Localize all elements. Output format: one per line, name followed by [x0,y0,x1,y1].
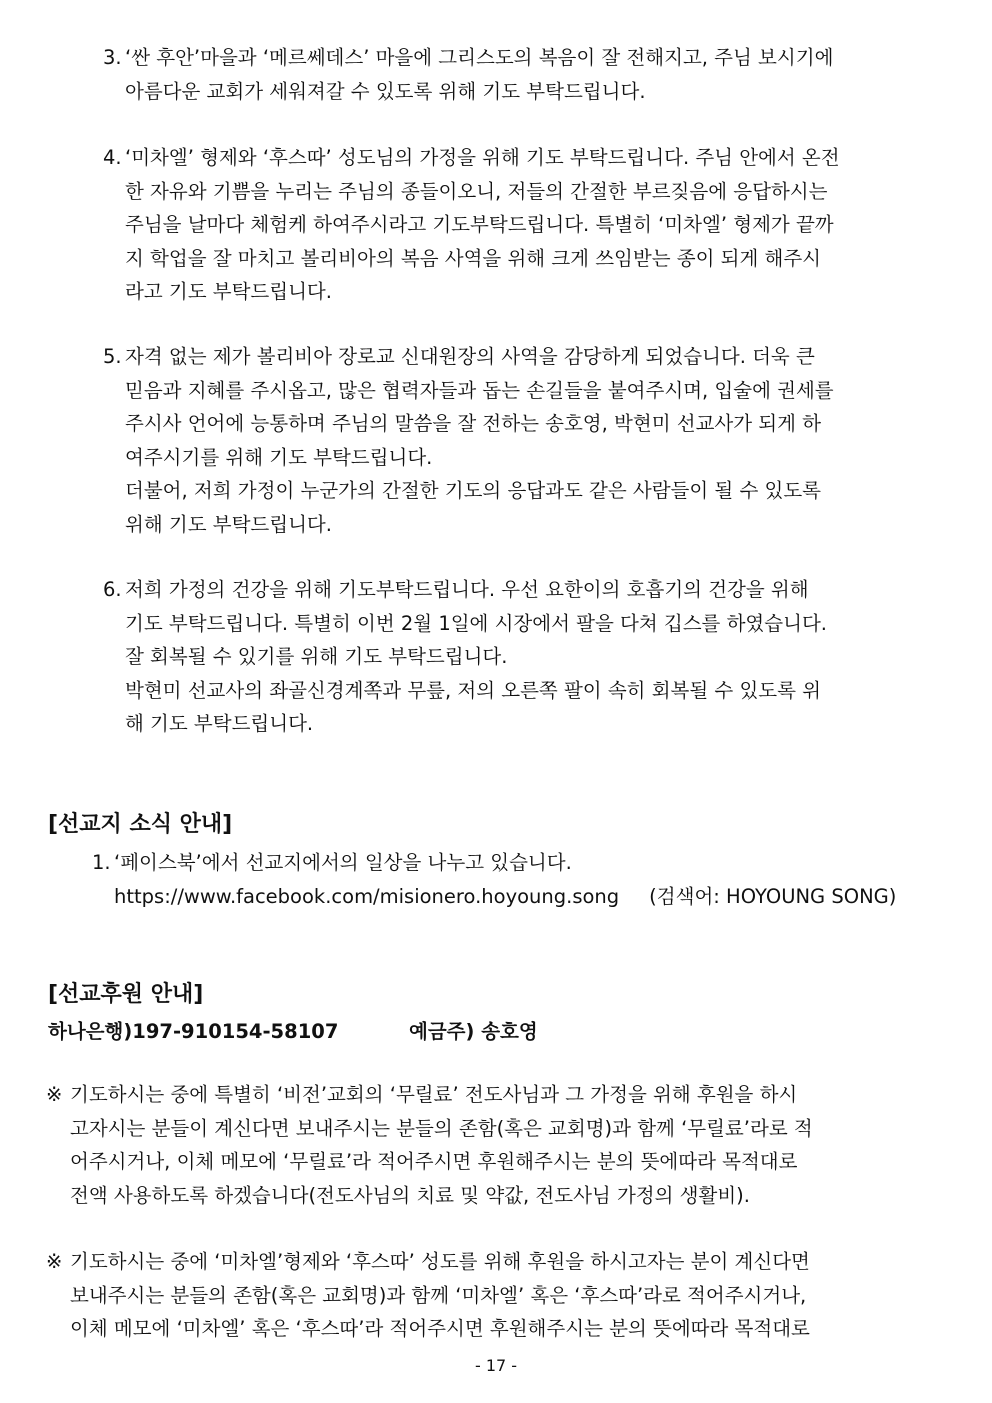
page-number: - 17 - [474,1356,518,1375]
item-line: 여주시기를 위해 기도 부탁드립니다. [125,445,433,469]
item-line: 해 기도 부탁드립니다. [125,712,314,735]
news-item-text: ‘페이스북’에서 선교지에서의 일상을 나누고 있습니다. [114,851,572,874]
prayer-item-5 [103,340,900,541]
reference-mark: ※ [46,1250,63,1273]
item-line: 잘 회복될 수 있기를 위해 기도 부탁드립니다. [125,645,508,668]
note-line: 보내주시는 분들의 존함(혹은 교회명)과 함께 ‘미차엘’ 혹은 ‘후스따’라로 적어주시거나, [70,1283,807,1307]
note-line: 기도하시는 중에 ‘미차엘’형제와 ‘후스따’ 성도를 위해 후원을 하시고자는 분이 계신다면 [70,1250,810,1273]
item-line: 지 학업을 잘 마치고 볼리비아의 복음 사역을 위해 크게 쓰임받는 종이 되게 해주시 [125,246,822,270]
item-line: 믿음과 지혜를 주시옵고, 많은 협력자들과 돕는 손길들을 붙여주시며, 입술에 권세를 [125,378,834,402]
facebook-link[interactable]: https://www.facebook.com/misionero.hoyoung.song [114,884,620,908]
item-line: 아름다운 교회가 세워져갈 수 있도록 위해 기도 부탁드립니다. [125,79,646,103]
bank-account: 하나은행)197-910154-58107 [48,1020,339,1043]
item-line: 한 자유와 기쁨을 누리는 주님의 종들이오니, 저들의 간절한 부르짖음에 응답하시는 [125,179,828,203]
news-item [92,846,912,913]
note-line: 전액 사용하도록 하겠습니다(전도사님의 치료 및 약값, 전도사님 가정의 생활비). [70,1183,750,1207]
note-line: 기도하시는 중에 특별히 ‘비전’교회의 ‘무릴료’ 전도사님과 그 가정을 위해 후원을 하시 [70,1083,798,1106]
item-line: 더불어, 저희 가정이 누군가의 간절한 기도의 응답과도 같은 사람들이 될 수 있도록 [125,479,822,502]
search-note: (검색어: HOYOUNG SONG) [649,884,897,908]
item-line: 라고 기도 부탁드립니다. [125,280,332,303]
item-line: 기도 부탁드립니다. 특별히 이번 2월 1일에 시장에서 팔을 다쳐 깁스를 하였습니다. [125,611,827,635]
note-line: 고자시는 분들이 계신다면 보내주시는 분들의 존함(혹은 교회명)과 함께 ‘무릴료’라로 적 [70,1116,813,1140]
support-note-1 [46,1078,916,1212]
item-line: 자격 없는 제가 볼리비아 장로교 신대원장의 사역을 감당하게 되었습니다. 더욱 큰 [125,345,815,368]
support-note-2 [46,1245,916,1346]
item-number: 3. [103,46,122,69]
item-number: 6. [103,578,122,601]
item-line: 주님을 날마다 체험케 하여주시라고 기도부탁드립니다. 특별히 ‘미차엘’ 형제가 끝까 [125,213,834,236]
prayer-item-3 [103,41,900,108]
item-number: 1. [92,851,111,874]
support-heading: [선교후원 안내] [48,982,204,1007]
prayer-item-6 [103,573,900,741]
prayer-item-4 [103,141,900,309]
note-line: 이체 메모에 ‘미차엘’ 혹은 ‘후스따’라 적어주시면 후원해주시는 분의 뜻에따라 목적대로 [70,1317,810,1340]
item-line: 박현미 선교사의 좌골신경계쪽과 무릎, 저의 오른쪽 팔이 속히 회복될 수 있도록 위 [125,678,822,702]
item-line: 주시사 언어에 능통하며 주님의 말씀을 잘 전하는 송호영, 박현미 선교사가 되게 하 [125,412,822,435]
reference-mark: ※ [46,1083,63,1106]
item-number: 4. [103,146,122,169]
item-line: ‘싼 후안’마을과 ‘메르쎄데스’ 마을에 그리스도의 복음이 잘 전해지고, 주님 보시기에 [125,46,834,69]
note-line: 어주시거나, 이체 메모에 ‘무릴료’라 적어주시면 후원해주시는 분의 뜻에따라 목적대로 [70,1150,798,1173]
item-line: 위해 기도 부탁드립니다. [125,512,332,536]
item-number: 5. [103,345,122,368]
account-holder: 예금주) 송호영 [409,1020,538,1043]
news-link-line [114,880,912,914]
item-line: 저희 가정의 건강을 위해 기도부탁드립니다. 우선 요한이의 호흡기의 건강을 위해 [125,578,809,601]
item-line: ‘미차엘’ 형제와 ‘후스따’ 성도님의 가정을 위해 기도 부탁드립니다. 주님 안에서 온전 [125,146,840,169]
news-heading: [선교지 소식 안내] [48,812,233,837]
